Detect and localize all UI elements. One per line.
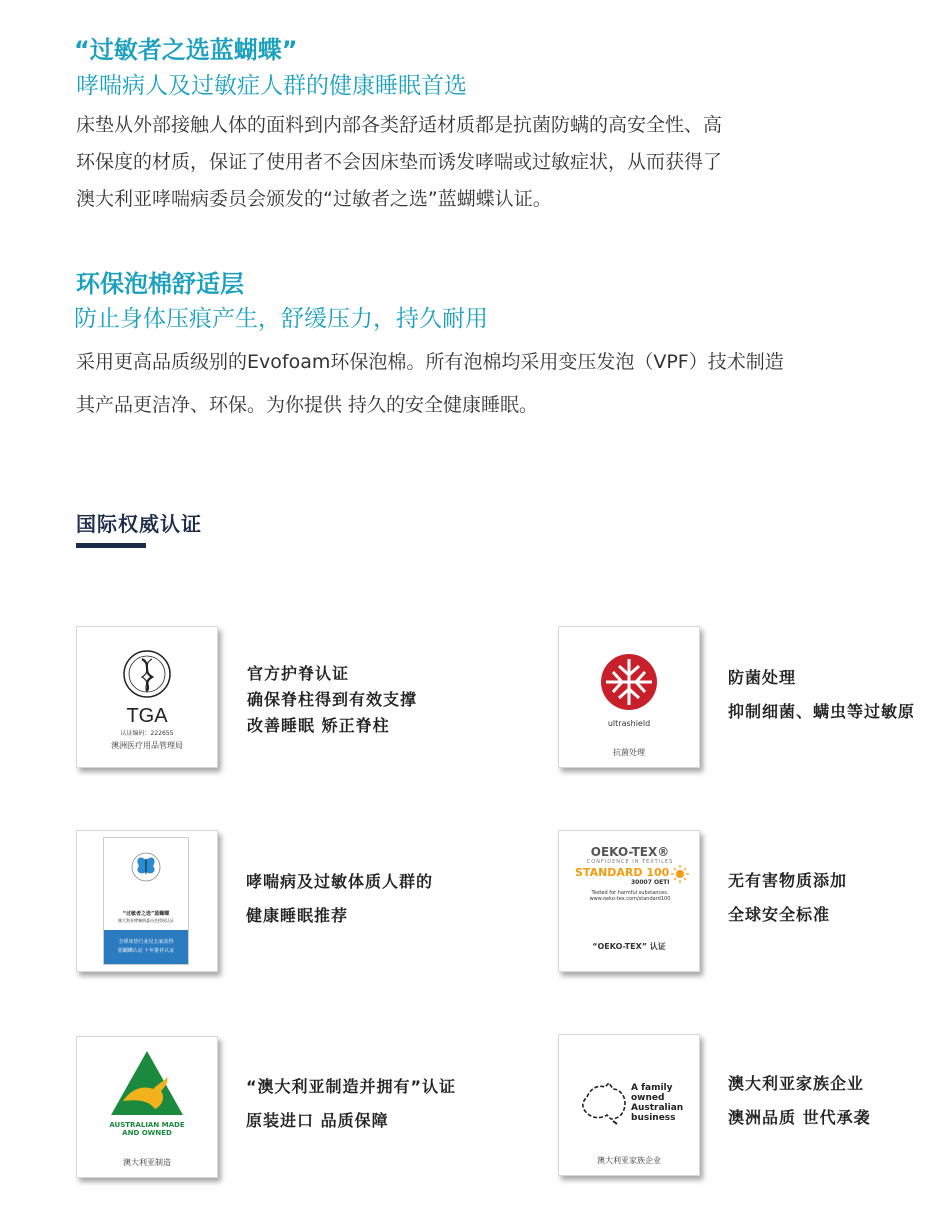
section2-subtitle: 防止身体压痕产生，舒缓压力，持久耐用 <box>74 306 488 332</box>
family-card <box>558 1034 700 1176</box>
oekotex-tagline: CONFIDENCE IN TEXTILES <box>586 859 674 865</box>
tga-seal-icon <box>122 649 172 699</box>
ultrashield-description <box>728 665 915 725</box>
oekotex-description <box>728 868 847 936</box>
butterfly-badge-title: “过敏者之选”蓝蝴蝶 <box>122 911 170 917</box>
butterfly-badge <box>103 837 189 965</box>
tga-description <box>247 661 417 739</box>
oekotex-sun-icon <box>671 865 689 883</box>
tga-caption: 澳洲医疗用品管理局 <box>111 741 183 750</box>
butterfly-description <box>246 869 433 937</box>
section1-line: 床垫从外部接触人体的面料到内部各类舒适材质都是抗菌防螨的高安全性、高 <box>76 114 723 136</box>
family-desc-line: 澳洲品质 世代承袭 <box>728 1108 871 1127</box>
made-desc-line: 原装进口 品质保障 <box>246 1111 389 1130</box>
made-logo-line1: AUSTRALIAN MADE <box>109 1121 185 1129</box>
made-description <box>246 1074 456 1142</box>
section1-subtitle: 哮喘病人及过敏症人群的健康睡眠首选 <box>76 73 467 99</box>
oekotex-brand: OEKO-TEX® <box>590 845 670 859</box>
oekotex-desc-line: 全球安全标准 <box>728 905 831 924</box>
family-caption: 澳大利亚家族企业 <box>597 1156 661 1165</box>
family-logo-text <box>631 1083 683 1123</box>
family-logo-line: A family <box>631 1083 673 1093</box>
section2-paragraph <box>76 341 896 427</box>
ultrashield-desc-line: 防菌处理 <box>728 668 797 687</box>
tga-card <box>76 626 218 768</box>
tga-desc-line: 确保脊柱得到有效支撑 <box>247 690 418 709</box>
oekotex-card <box>558 830 700 972</box>
oekotex-url: www.oeko-tex.com/standard100 <box>589 896 671 902</box>
made-desc-line: “澳大利亚制造并拥有”认证 <box>246 1077 457 1096</box>
tga-logo-text: TGA <box>126 705 168 727</box>
oekotex-standard: STANDARD 100 <box>575 866 670 879</box>
family-logo-line: owned <box>631 1093 665 1103</box>
family-logo-line: Australian <box>631 1103 684 1113</box>
butterfly-card <box>76 830 218 972</box>
ultrashield-logo-text: ultrashield <box>607 719 651 728</box>
section1-line: 环保度的材质，保证了使用者不会因床垫而诱发哮喘或过敏症状，从而获得了 <box>76 151 723 173</box>
ultrashield-card <box>558 626 700 768</box>
family-logo-line: business <box>631 1113 676 1123</box>
butterfly-badge-line: 澳大利亚哮喘病委员会授权认证 <box>118 918 174 923</box>
oekotex-code: 30007 OETI <box>631 879 670 886</box>
section2-line: 采用更高品质级别的Evofoam环保泡棉。所有泡棉均采用变压发泡（VPF）技术制造 <box>76 351 784 373</box>
ultrashield-icon <box>600 653 658 711</box>
butterfly-blue-band <box>104 930 188 964</box>
oekotex-tested: Tested for harmful substances. <box>591 890 669 896</box>
butterfly-icon <box>131 850 161 884</box>
australian-made-kangaroo-icon <box>109 1049 185 1117</box>
made-logo-line2: AND OWNED <box>122 1129 172 1137</box>
butterfly-desc-line: 健康睡眠推荐 <box>246 906 349 925</box>
tga-reg-code: 认证编码：222655 <box>120 730 174 737</box>
butterfly-blue-line1: 全球床垫行业仅五家获得 <box>118 939 174 945</box>
tga-desc-line: 官方护脊认证 <box>247 664 350 683</box>
section2-line: 其产品更洁净、环保。为你提供 持久的安全健康睡眠。 <box>76 394 539 416</box>
oekotex-desc-line: 无有害物质添加 <box>728 871 848 890</box>
australia-map-icon <box>579 1079 629 1125</box>
tga-desc-line: 改善睡眠 矫正脊柱 <box>247 716 390 735</box>
family-description <box>728 1071 871 1139</box>
made-card <box>76 1036 218 1178</box>
section1-paragraph <box>76 107 896 218</box>
butterfly-desc-line: 哮喘病及过敏体质人群的 <box>246 872 434 891</box>
made-caption: 澳大利亚制造 <box>123 1158 171 1167</box>
ultrashield-desc-line: 抑制细菌、螨虫等过敏原 <box>728 702 916 721</box>
ultrashield-caption: 抗菌处理 <box>613 748 645 757</box>
family-desc-line: 澳大利亚家族企业 <box>728 1074 865 1093</box>
section1-title: “过敏者之选蓝蝴蝶” <box>74 36 298 64</box>
section2-title: 环保泡棉舒适层 <box>76 270 244 298</box>
section1-line: 澳大利亚哮喘病委员会颁发的“过敏者之选”蓝蝴蝶认证。 <box>76 188 552 210</box>
certs-heading-underline <box>76 543 146 548</box>
butterfly-blue-line2: 蓝蝴蝶认证 十年推荐认证 <box>117 948 175 954</box>
oekotex-caption: “OEKO-TEX” 认证 <box>592 942 666 951</box>
certs-heading: 国际权威认证 <box>76 512 202 536</box>
